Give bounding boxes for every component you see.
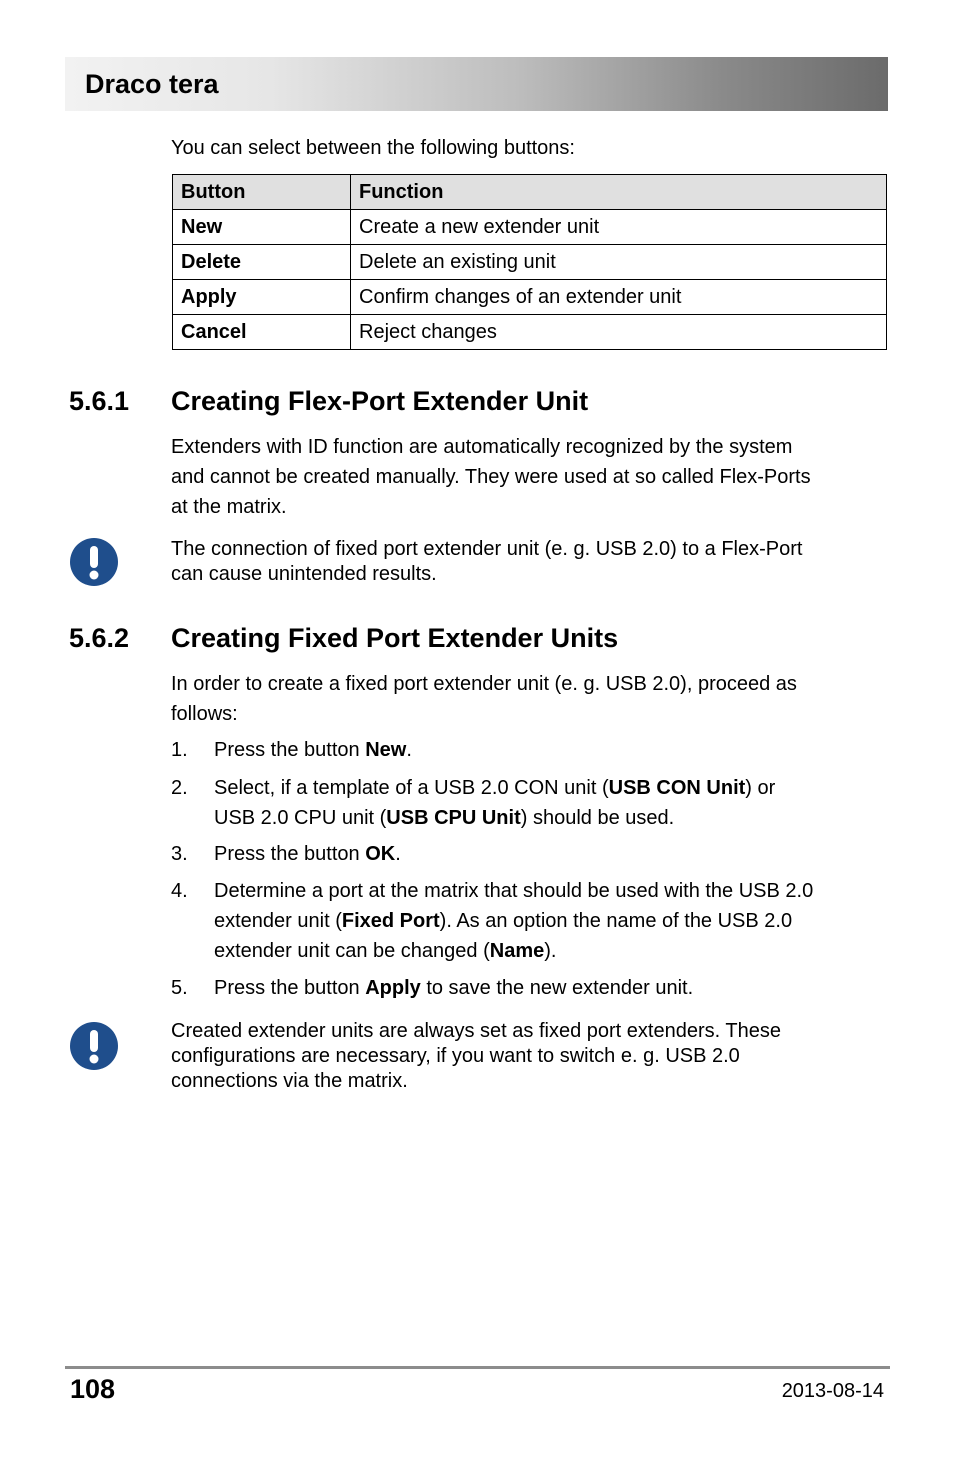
buttons-table <box>172 174 887 350</box>
intro-text: You can select between the following buttons: <box>171 137 575 159</box>
paragraph-line: follows: <box>171 703 238 725</box>
section2-paragraph <box>171 669 871 729</box>
table-cell-button: New <box>173 210 351 245</box>
step-number: 4. <box>171 880 188 902</box>
table-cell-function: Create a new extender unit <box>351 210 887 245</box>
section-title: Creating Fixed Port Extender Units <box>171 623 619 653</box>
note-line: connections via the matrix. <box>171 1070 408 1092</box>
exclamation-icon <box>70 538 118 586</box>
section-number: 5.6.1 <box>69 386 130 416</box>
table-row <box>173 315 887 350</box>
page-number: 108 <box>70 1374 116 1404</box>
step-number: 3. <box>171 843 188 865</box>
footer-divider <box>65 1366 890 1369</box>
section-heading-5-6-2 <box>69 623 618 654</box>
section-number: 5.6.2 <box>69 623 130 653</box>
section2-note <box>171 1019 871 1094</box>
paragraph-line: at the matrix. <box>171 496 287 518</box>
table-header-cell: Button <box>173 175 351 210</box>
document-title: Draco tera <box>85 69 219 99</box>
table-cell-function: Delete an existing unit <box>351 245 887 280</box>
table-cell-button: Cancel <box>173 315 351 350</box>
table-header-cell: Function <box>351 175 887 210</box>
paragraph-line: Extenders with ID function are automatically recognized by the system <box>171 436 793 458</box>
step-number: 5. <box>171 977 188 999</box>
table-cell-button: Apply <box>173 280 351 315</box>
header-bar <box>65 57 888 111</box>
note-line: The connection of fixed port extender unit (e. g. USB 2.0) to a Flex-Port <box>171 538 803 560</box>
step-text: Determine a port at the matrix that should be used with the USB 2.0 extender unit (Fixed Port). As an option the name of the USB 2.0 extender unit can be changed (Name). <box>214 880 814 962</box>
step-number: 1. <box>171 739 188 761</box>
note-line: can cause unintended results. <box>171 563 437 585</box>
note-line: Created extender units are always set as fixed port extenders. These <box>171 1020 781 1042</box>
page-date: 2013-08-14 <box>781 1380 884 1402</box>
paragraph-line: In order to create a fixed port extender unit (e. g. USB 2.0), proceed as <box>171 673 797 695</box>
table-row <box>173 210 887 245</box>
table-cell-button: Delete <box>173 245 351 280</box>
step-text: Press the button Apply to save the new extender unit. <box>214 977 694 999</box>
step-number: 2. <box>171 777 188 799</box>
section-title: Creating Flex-Port Extender Unit <box>171 386 589 416</box>
exclamation-icon <box>70 1022 118 1070</box>
step-text: Select, if a template of a USB 2.0 CON unit (USB CON Unit) or USB 2.0 CPU unit (USB CPU Unit) should be used. <box>214 777 776 829</box>
table-row <box>173 245 887 280</box>
paragraph-line: and cannot be created manually. They were used at so called Flex-Ports <box>171 466 811 488</box>
section1-note <box>171 537 871 587</box>
step-text: Press the button New. <box>214 739 412 761</box>
table-cell-function: Confirm changes of an extender unit <box>351 280 887 315</box>
step-text: Press the button OK. <box>214 843 401 865</box>
note-line: configurations are necessary, if you want to switch e. g. USB 2.0 <box>171 1045 740 1067</box>
table-row <box>173 280 887 315</box>
table-header-row <box>173 175 887 210</box>
section1-paragraph <box>171 432 871 522</box>
table-cell-function: Reject changes <box>351 315 887 350</box>
section-heading-5-6-1 <box>69 386 588 417</box>
